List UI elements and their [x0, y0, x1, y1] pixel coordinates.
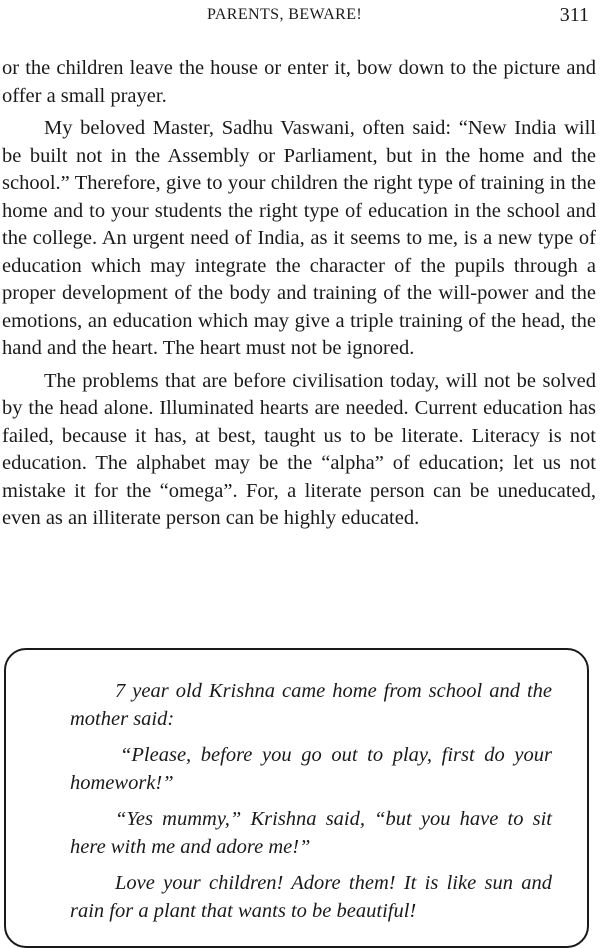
body-text — [2, 55, 596, 538]
paragraph-literacy: The problems that are before civilisation today, will not be solved by the head alone. Illuminated hearts are needed. Current education has failed, because it has, at best, taught us to be literate. Literacy is not education. The alphabet may be the “alpha” of education; let us not mistake it for the “omega”. For, a literate person can be uneducated, even as an illiterate person can be highly educated. — [2, 369, 596, 529]
page-number: 311 — [559, 4, 589, 26]
anecdote-line-intro: 7 year old Krishna came home from school and the mother said: — [70, 680, 552, 730]
running-head — [0, 4, 600, 30]
anecdote-line-moral: Love your children! Adore them! It is like sun and rain for a plant that wants to be beautiful! — [70, 872, 552, 922]
running-title: PARENTS, BEWARE! — [207, 6, 363, 23]
anecdote-line-krishna: “Yes mummy,” Krishna said, “but you have to sit here with me and adore me!” — [70, 808, 552, 858]
anecdote-line-mother: “Please, before you go out to play, first do your homework!” — [70, 744, 552, 794]
anecdote-text — [70, 678, 552, 934]
paragraph-vaswani-quote: My beloved Master, Sadhu Vaswani, often said: “New India will be built not in the Assembly or Parliament, but in the home and the school.” Therefore, give to your children the right type of training in the home and to your students the right type of education in the school and the college. An urgent need of India, as it seems to me, is a new type of education which may integrate the character of the pupils through a proper development of the body and training of the will-power and the emotions, an education which may give a triple training of the head, the hand and the heart. The heart must not be ignored. — [2, 117, 596, 359]
paragraph-continuation: or the children leave the house or enter it, bow down to the picture and offer a small prayer. — [2, 57, 596, 107]
